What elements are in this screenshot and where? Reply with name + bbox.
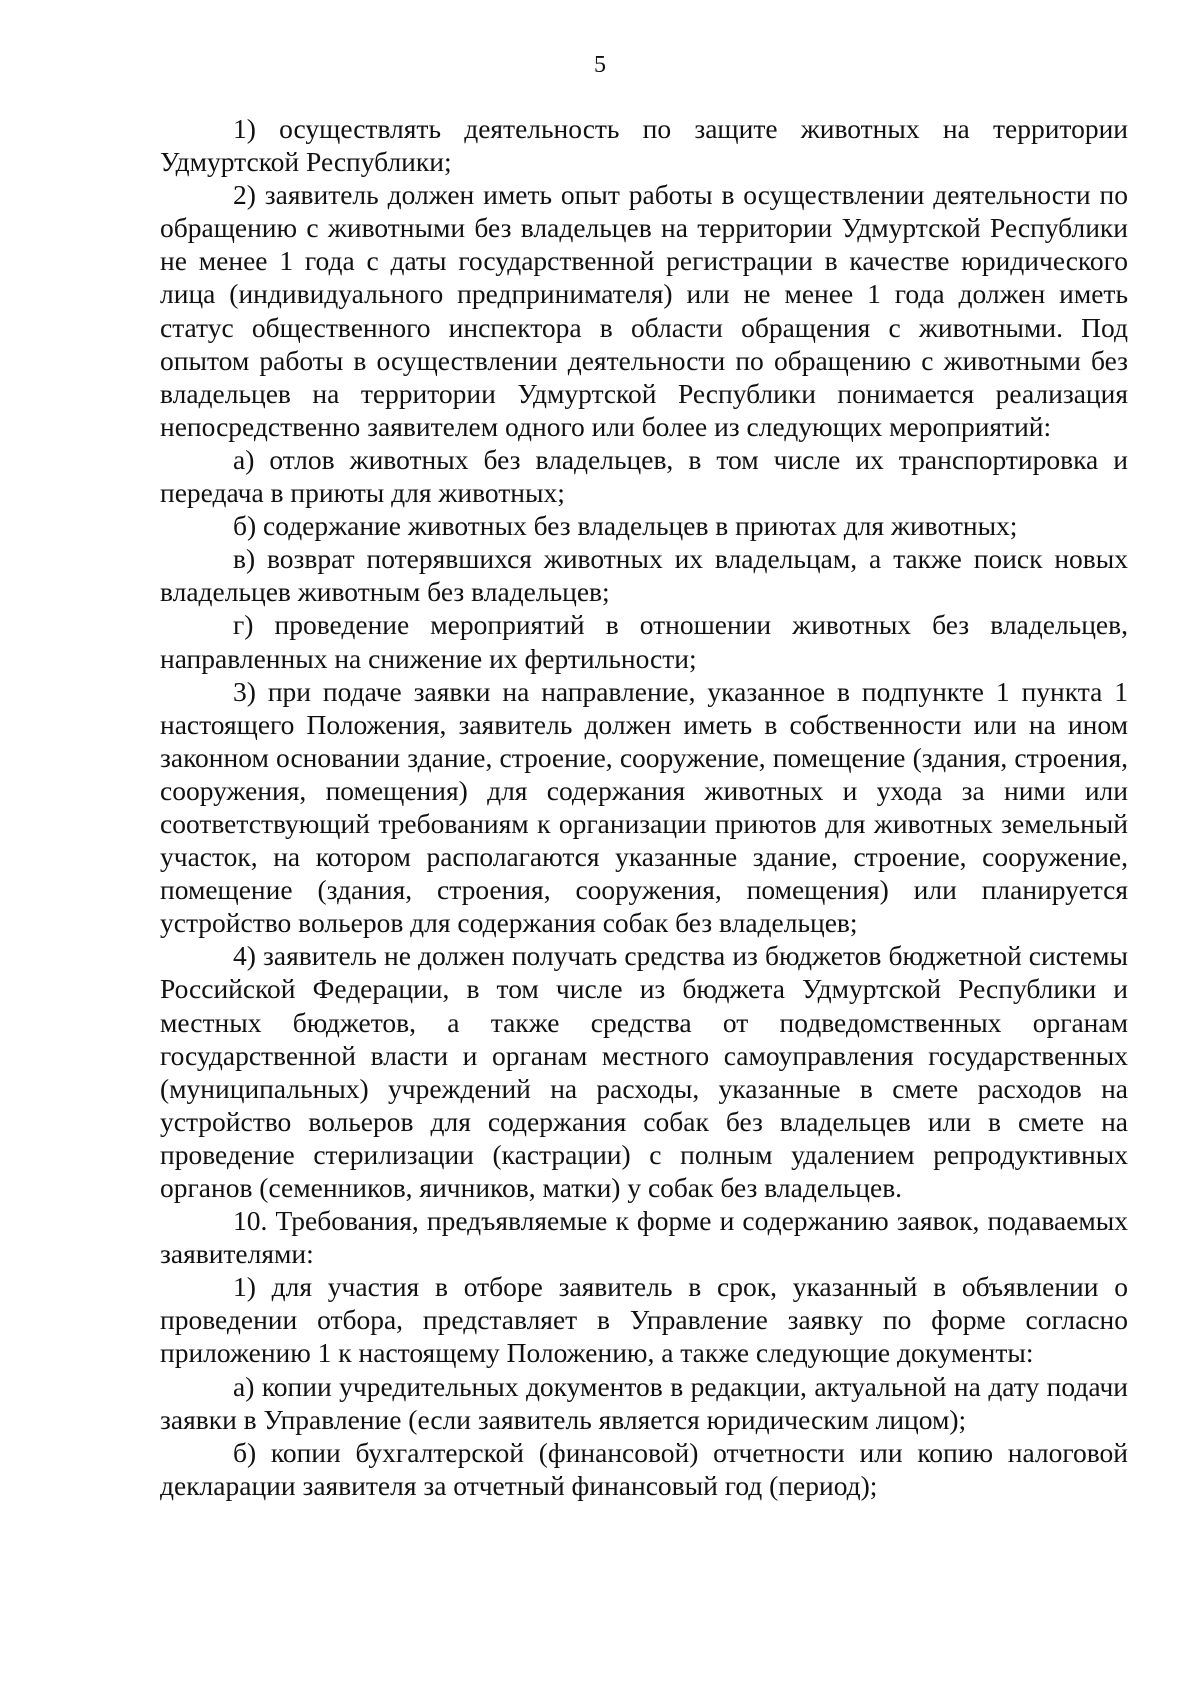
paragraph-item-3-premises: 3) при подаче заявки на направление, указанное в подпункте 1 пункта 1 настоящего Положения, заявитель должен иметь в собственности или на ином законном основании здание, строение, сооружение, помещение (здания, строения, сооружения, помещения) для содержания животных и ухода за ними или соответствующий требованиям к организации приютов для животных земельный участок, на котором располагаются указанные здание, строение, сооружение, помещение (здания, строения, сооружения, помещения) или планируется устройство вольеров для содержания собак без владельцев; bbox=[160, 675, 1128, 939]
page-number: 5 bbox=[594, 52, 606, 78]
paragraph-subitem-a-founding-docs: а) копии учредительных документов в редакции, актуальной на дату подачи заявки в Управление (если заявитель является юридическим лицом); bbox=[160, 1370, 1128, 1435]
paragraph-subitem-b-shelter: б) содержание животных без владельцев в приютах для животных; bbox=[233, 510, 1018, 542]
paragraph-section-10-requirements: 10. Требования, предъявляемые к форме и содержанию заявок, подаваемых заявителями: bbox=[160, 1205, 1128, 1270]
paragraph-subitem-b-accounting: б) копии бухгалтерской (финансовой) отчетности или копию налоговой декларации заявителя за отчетный финансовый год (период); bbox=[160, 1436, 1128, 1501]
paragraph-subitem-v-return: в) возврат потерявшихся животных их владельцам, а также поиск новых владельцев животным без владельцев; bbox=[160, 543, 1128, 608]
paragraph-subitem-a-capture: а) отлов животных без владельцев, в том числе их транспортировка и передача в приюты для животных; bbox=[160, 443, 1128, 509]
paragraph-item-1-protection-activity: 1) осуществлять деятельность по защите животных на территории Удмуртской Республики; bbox=[160, 113, 1128, 178]
paragraph-subitem-g-fertility: г) проведение мероприятий в отношении животных без владельцев, направленных на снижение их фертильности; bbox=[160, 609, 1128, 674]
paragraph-item-2-experience: 2) заявитель должен иметь опыт работы в осуществлении деятельности по обращению с животными без владельцев на территории Удмуртской Республики не менее 1 года с даты государственной регистрации в качестве юридического лица (индивидуального предпринимателя) или не менее 1 года должен иметь статус общественного инспектора в области обращения с животными. Под опытом работы в осуществлении деятельности по обращению с животными без владельцев на территории Удмуртской Республики понимается реализация непосредственно заявителем одного или более из следующих мероприятий: bbox=[160, 179, 1128, 442]
document-body bbox=[160, 112, 1128, 1502]
paragraph-item-4-budget: 4) заявитель не должен получать средства из бюджетов бюджетной системы Российской Федерации, в том числе из бюджета Удмуртской Республики и местных бюджетов, а также средства от подведомственных органам государственной власти и органам местного самоуправления государственных (муниципальных) учреждений на расходы, указанные в смете расходов на устройство вольеров для содержания собак без владельцев или в смете на проведение стерилизации (кастрации) с полным удалением репродуктивных органов (семенников, яичников, матки) у собак без владельцев. bbox=[160, 940, 1128, 1203]
paragraph-item-1-application: 1) для участия в отборе заявитель в срок, указанный в объявлении о проведении отбора, представляет в Управление заявку по форме согласно приложению 1 к настоящему Положению, а также следующие документы: bbox=[160, 1271, 1128, 1369]
